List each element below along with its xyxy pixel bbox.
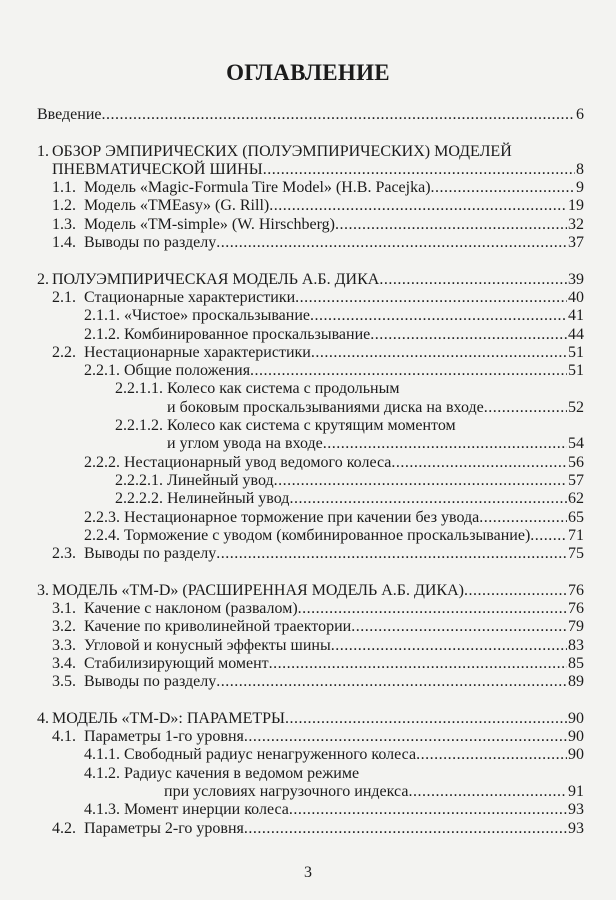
toc-entry-line: [52, 710, 584, 728]
toc-entry-line: [84, 618, 584, 636]
toc-entry-title[interactable]: Момент инерции колеса: [124, 801, 289, 819]
toc-entry[interactable]: [37, 307, 584, 325]
toc-entry-line: [84, 820, 584, 838]
toc-entry[interactable]: [37, 801, 584, 819]
toc-entry-title[interactable]: Общие положения: [124, 362, 251, 380]
dot-leader: [331, 637, 567, 655]
toc-entry-page[interactable]: 83: [568, 636, 584, 654]
toc-entry-line: [84, 600, 584, 618]
toc-entry[interactable]: [37, 454, 584, 472]
toc-entry-page[interactable]: 37: [568, 234, 584, 252]
toc-entry-page[interactable]: 85: [568, 654, 584, 672]
dot-leader: [408, 783, 567, 801]
toc-entry-title[interactable]: Модель «Magic-Formula Tire Model» (H.B. Pacejka): [84, 179, 431, 197]
toc-entry-line: [37, 106, 584, 124]
toc-entry[interactable]: [37, 380, 584, 398]
toc-entry-line: [124, 362, 584, 380]
toc-entry-line: [124, 527, 584, 545]
toc-entry-line: [167, 490, 584, 508]
dot-leader: [530, 527, 567, 545]
toc-entry-page[interactable]: 90: [568, 709, 584, 727]
toc-entry-page[interactable]: 51: [568, 362, 584, 380]
dot-leader: [295, 289, 567, 307]
toc-entry-page[interactable]: 32: [568, 215, 584, 233]
toc-entry-number: 2.2.1.2.: [115, 417, 163, 435]
toc-entry-number: 1.2.: [52, 197, 76, 215]
dot-leader: [263, 161, 575, 179]
toc-entry-title[interactable]: Свободный радиус ненагруженного колеса: [124, 746, 417, 764]
toc-entry-number: 2.2.1.1.: [115, 380, 163, 398]
toc-entry-number: 2.1.1.: [84, 307, 120, 325]
toc-entry-title-continuation[interactable]: и боковым проскальзываниями диска на входе: [167, 398, 484, 416]
table-of-contents: [37, 106, 584, 838]
toc-entry-title-continuation[interactable]: и углом увода на входе: [167, 435, 323, 453]
toc-entry-number: 3.1.: [52, 600, 76, 618]
toc-entry-page[interactable]: 52: [568, 398, 584, 416]
toc-entry[interactable]: [37, 344, 584, 362]
toc-entry[interactable]: [37, 710, 584, 728]
toc-entry-title[interactable]: «Чистое» проскальзывание: [124, 307, 310, 325]
toc-entry-line: [84, 545, 584, 563]
toc-entry-number: 2.2.3.: [84, 508, 120, 526]
toc-entry-line: [164, 783, 584, 801]
dot-leader: [310, 307, 567, 325]
toc-entry-line: [167, 380, 584, 398]
toc-entry[interactable]: [37, 143, 584, 161]
dot-leader: [311, 344, 567, 362]
toc-entry-number: 1.3.: [52, 215, 76, 233]
toc-entry-line: [167, 472, 584, 490]
toc-entry[interactable]: [37, 289, 584, 307]
toc-entry-title[interactable]: Линейный увод: [167, 471, 274, 489]
toc-entry-title[interactable]: Угловой и конусный эффекты шины: [84, 636, 331, 654]
toc-entry-line: [124, 801, 584, 819]
dot-leader: [391, 454, 567, 472]
toc-entry-title[interactable]: Качение с наклоном (развалом): [84, 600, 298, 618]
toc-entry-title[interactable]: Выводы по разделу: [84, 545, 217, 563]
toc-entry-title[interactable]: Выводы по разделу: [84, 673, 217, 691]
dot-leader: [244, 728, 567, 746]
toc-entry-continuation[interactable]: [37, 435, 584, 453]
toc-entry-title-continuation[interactable]: ПНЕВМАТИЧЕСКОЙ ШИНЫ: [52, 160, 263, 178]
toc-entry-line: [124, 746, 584, 764]
toc-entry-page[interactable]: 57: [568, 471, 584, 489]
dot-leader: [464, 582, 567, 600]
toc-entry[interactable]: [37, 618, 584, 636]
toc-entry-number: 3.5.: [52, 673, 76, 691]
toc-heading: ОГЛАВЛЕНИЕ: [226, 60, 390, 85]
toc-entry[interactable]: [37, 362, 584, 380]
toc-entry-page[interactable]: 44: [568, 325, 584, 343]
dot-leader: [269, 197, 567, 215]
dot-leader: [370, 326, 567, 344]
toc-entry-title[interactable]: Нелинейный увод: [167, 490, 290, 508]
toc-entry-title[interactable]: Модель «TM-simple» (W. Hirschberg): [84, 215, 335, 233]
toc-entry-line: [52, 582, 584, 600]
toc-entry-number: 2.1.: [52, 288, 76, 306]
toc-entry-line: [167, 399, 584, 417]
toc-entry-title[interactable]: Модель «TMEasy» (G. Rill): [84, 197, 270, 215]
toc-entry-page[interactable]: 8: [576, 160, 584, 178]
toc-entry-line: [84, 197, 584, 215]
toc-entry-title[interactable]: Нестационарные характеристики: [84, 343, 311, 361]
toc-entry-number: 3.4.: [52, 654, 76, 672]
toc-entry[interactable]: [37, 179, 584, 197]
toc-entry-continuation[interactable]: [37, 783, 584, 801]
toc-entry-line: [52, 143, 584, 161]
toc-entry-continuation[interactable]: [37, 161, 584, 179]
toc-entry-title[interactable]: ОБЗОР ЭМПИРИЧЕСКИХ (ПОЛУЭМПИРИЧЕСКИХ) МОДЕЛЕЙ: [52, 142, 512, 160]
toc-entry-number: 4.2.: [52, 819, 76, 837]
dot-leader: [323, 435, 567, 453]
toc-entry-line: [124, 765, 584, 783]
toc-entry-title[interactable]: Стабилизирующий момент: [84, 654, 269, 672]
toc-entry-number: 1.4.: [52, 234, 76, 252]
toc-entry-line: [84, 179, 584, 197]
dot-leader: [285, 710, 567, 728]
toc-entry-page[interactable]: 90: [568, 728, 584, 746]
toc-entry-title[interactable]: Введение: [37, 106, 102, 123]
toc-entry-title[interactable]: Торможение с уводом (комбинированное проскальзывание): [124, 526, 531, 544]
toc-entry-page[interactable]: 40: [568, 288, 584, 306]
dot-leader: [351, 618, 567, 636]
toc-entry-page[interactable]: 93: [568, 819, 584, 837]
toc-entry-page[interactable]: 93: [568, 801, 584, 819]
toc-entry-page[interactable]: 71: [568, 526, 584, 544]
toc-entry[interactable]: [37, 509, 584, 527]
toc-entry-page[interactable]: 75: [568, 545, 584, 563]
toc-entry-title[interactable]: Колесо как система с крутящим моментом: [167, 417, 456, 435]
toc-entry[interactable]: [37, 271, 584, 289]
toc-entry[interactable]: [37, 326, 584, 344]
toc-entry-title[interactable]: Параметры 2-го уровня: [84, 819, 244, 837]
toc-entry-page[interactable]: 54: [568, 435, 584, 453]
toc-entry-page[interactable]: 41: [568, 307, 584, 325]
toc-entry-number: 4.1.2.: [84, 764, 120, 782]
toc-entry-title[interactable]: Нестационарное торможение при качении без увода: [124, 508, 480, 526]
toc-entry[interactable]: [37, 655, 584, 673]
toc-entry-page[interactable]: 9: [576, 179, 584, 197]
toc-entry-page[interactable]: 51: [568, 343, 584, 361]
toc-entry-number: 2.2.2.2.: [115, 490, 163, 508]
toc-entry-line: [84, 673, 584, 691]
toc-entry-continuation[interactable]: [37, 399, 584, 417]
toc-entry-number: 3.2.: [52, 618, 76, 636]
toc-entry-number: 1.1.: [52, 179, 76, 197]
toc-entry-page[interactable]: 89: [568, 673, 584, 691]
toc-entry-page[interactable]: 76: [568, 581, 584, 599]
toc-entry-title[interactable]: Комбинированное проскальзывание: [124, 325, 371, 343]
toc-entry-line: [84, 728, 584, 746]
toc-entry-line: [84, 234, 584, 252]
toc-entry[interactable]: [37, 728, 584, 746]
toc-entry-page[interactable]: 19: [568, 197, 584, 215]
toc-entry-number: 3.: [37, 581, 49, 599]
toc-entry-number: 2.3.: [52, 545, 76, 563]
toc-entry-title[interactable]: Качение по криволинейной траектории: [84, 618, 352, 636]
toc-entry-page[interactable]: 65: [568, 508, 584, 526]
toc-entry-line: [84, 289, 584, 307]
toc-entry-line: [84, 344, 584, 362]
dot-leader: [102, 106, 576, 124]
dot-leader: [416, 746, 567, 764]
dot-leader: [250, 362, 567, 380]
toc-entry[interactable]: [37, 545, 584, 563]
toc-entry[interactable]: [37, 582, 584, 600]
toc-entry-number: 2.2.2.: [84, 453, 120, 471]
toc-entry-number: 2.2.4.: [84, 526, 120, 544]
toc-entry-title[interactable]: Радиус качения в ведомом режиме: [124, 764, 360, 782]
toc-entry-number: 4.1.: [52, 728, 76, 746]
dot-leader: [479, 509, 567, 527]
toc-entry-number: 2.2.2.1.: [115, 471, 163, 489]
toc-entry-line: [167, 435, 584, 453]
toc-entry-title[interactable]: Выводы по разделу: [84, 234, 217, 252]
dot-leader: [269, 655, 567, 673]
toc-entry-number: 2.: [37, 270, 49, 288]
toc-entry[interactable]: [37, 746, 584, 764]
page-number: 3: [304, 864, 312, 881]
toc-entry-page[interactable]: 39: [568, 270, 584, 288]
toc-entry[interactable]: [37, 197, 584, 215]
toc-entry-line: [84, 216, 584, 234]
toc-entry[interactable]: [37, 637, 584, 655]
toc-entry-title[interactable]: МОДЕЛЬ «TM-D»: ПАРАМЕТРЫ: [52, 709, 285, 727]
toc-entry-line: [124, 326, 584, 344]
toc-entry[interactable]: [37, 820, 584, 838]
toc-entry-number: 2.1.2.: [84, 325, 120, 343]
toc-entry-page[interactable]: 56: [568, 453, 584, 471]
toc-entry[interactable]: [37, 673, 584, 691]
toc-entry-title[interactable]: Нестационарный увод ведомого колеса: [124, 453, 392, 471]
toc-entry-line: [124, 509, 584, 527]
dot-leader: [484, 399, 567, 417]
toc-entry[interactable]: [37, 527, 584, 545]
toc-entry-number: 1.: [37, 142, 49, 160]
toc-entry[interactable]: [37, 765, 584, 783]
toc-entry[interactable]: [37, 472, 584, 490]
dot-leader: [216, 545, 567, 563]
dot-leader: [335, 216, 567, 234]
toc-entry-line: [167, 417, 584, 435]
toc-entry-title[interactable]: ПОЛУЭМПИРИЧЕСКАЯ МОДЕЛЬ А.Б. ДИКА: [52, 270, 380, 288]
toc-entry-title[interactable]: Колесо как система с продольным: [167, 380, 400, 398]
toc-entry-title[interactable]: Параметры 1-го уровня: [84, 728, 244, 746]
toc-entry-page[interactable]: 79: [568, 618, 584, 636]
dot-leader: [216, 673, 567, 691]
toc-entry-title[interactable]: Стационарные характеристики: [84, 288, 296, 306]
dot-leader: [289, 490, 567, 508]
toc-entry-number: 2.2.1.: [84, 362, 120, 380]
toc-entry-number: 4.1.1.: [84, 746, 120, 764]
toc-entry-page[interactable]: 91: [568, 782, 584, 800]
toc-entry-line: [124, 307, 584, 325]
dot-leader: [274, 472, 567, 490]
dot-leader: [431, 179, 575, 197]
toc-entry[interactable]: [37, 417, 584, 435]
toc-entry-title-continuation[interactable]: при условиях нагрузочного индекса: [164, 782, 409, 800]
toc-entry[interactable]: [37, 490, 584, 508]
toc-entry-line: [52, 161, 584, 179]
toc-entry[interactable]: [37, 106, 584, 124]
toc-entry-page[interactable]: 6: [576, 106, 584, 123]
toc-entry-page[interactable]: 90: [568, 746, 584, 764]
dot-leader: [244, 820, 567, 838]
toc-entry-number: 2.2.: [52, 343, 76, 361]
toc-entry-line: [52, 271, 584, 289]
toc-entry-line: [84, 637, 584, 655]
dot-leader: [216, 234, 567, 252]
toc-entry-page[interactable]: 76: [568, 600, 584, 618]
toc-entry[interactable]: [37, 216, 584, 234]
dot-leader: [289, 801, 567, 819]
toc-entry-number: 3.3.: [52, 636, 76, 654]
toc-entry-number: 4.: [37, 709, 49, 727]
toc-entry-title[interactable]: МОДЕЛЬ «TM-D» (РАСШИРЕННАЯ МОДЕЛЬ А.Б. ДИКА): [52, 581, 464, 599]
toc-entry-line: [84, 655, 584, 673]
toc-entry-number: 4.1.3.: [84, 801, 120, 819]
dot-leader: [298, 600, 567, 618]
toc-entry-line: [124, 454, 584, 472]
toc-entry[interactable]: [37, 600, 584, 618]
dot-leader: [379, 271, 567, 289]
toc-entry-page[interactable]: 62: [568, 490, 584, 508]
toc-entry[interactable]: [37, 234, 584, 252]
